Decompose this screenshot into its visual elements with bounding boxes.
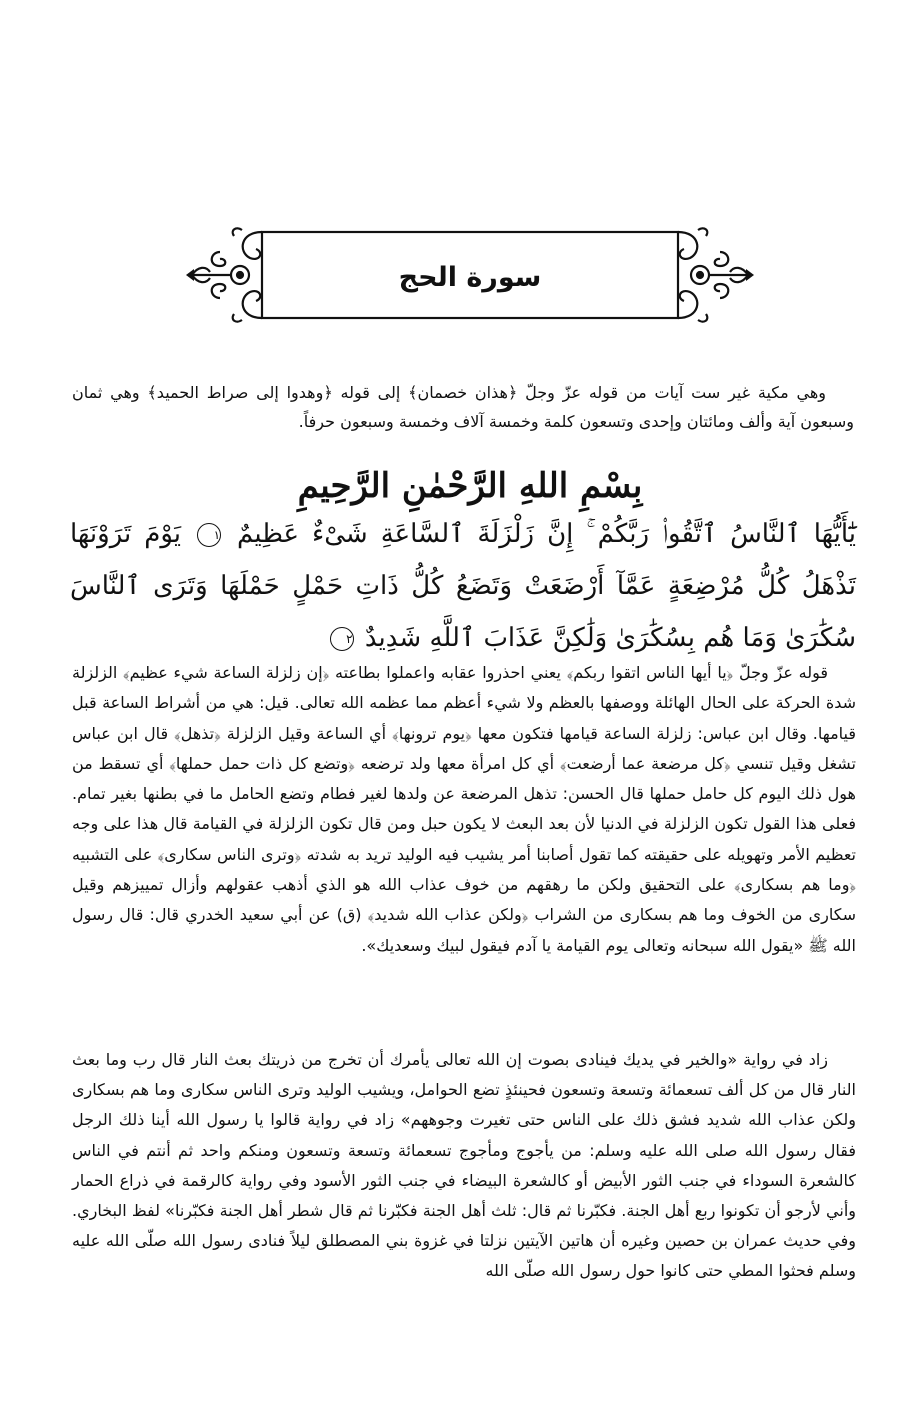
- quran-verses: [70, 508, 856, 664]
- basmala: بِسْمِ اللهِ الرَّحْمٰنِ الرَّحِيمِ: [297, 466, 643, 506]
- verse-2-text: يَوْمَ تَرَوْنَهَا تَذْهَلُ كُلُّ مُرْضِعَةٍ عَمَّآ أَرْضَعَتْ وَتَضَعُ كُلُّ ذَاتِ حَمْلٍ حَمْلَهَا وَتَرَى ٱلنَّاسَ سُكَٰرَىٰ وَمَا هُم بِسُكَٰرَىٰ وَلَٰكِنَّ عَذَابَ ٱللَّهِ شَدِيدٌ: [70, 519, 856, 653]
- intro-paragraph: وهي مكية غير ست آيات من قوله عزّ وجلّ ﴿هذان خصمان﴾ إلى قوله ﴿وهدوا إلى صراط الحميد﴾ وهي ثمان وسبعون آية وألف ومائتان وإحدى وتسعون كلمة وخمسة آلاف وخمسة وسبعون حرفاً.: [72, 383, 854, 431]
- verse-1-number: ١: [197, 523, 221, 547]
- verse-1-text: يَٰٓأَيُّهَا ٱلنَّاسُ ٱتَّقُوا۟ رَبَّكُمْ ۚ إِنَّ زَلْزَلَةَ ٱلسَّاعَةِ شَىْءٌ عَظِيمٌ: [237, 519, 857, 549]
- surah-header-cartouche: [180, 222, 760, 327]
- tafsir-commentary: [72, 658, 856, 961]
- tafsir-paragraph-1: قوله عزّ وجلّ ﴿يا أيها الناس اتقوا ربكم﴾ يعني احذروا عقابه واعملوا بطاعته ﴿إن زلزلة الساعة شيء عظيم﴾ الزلزلة شدة الحركة على الحال الهائلة ووصفها بالعظم ولا شيء أعظم مما عظمه الله تعالى. قيل: هي من أشراط الساعة قبل قيامها. وقال ابن عباس: زلزلة الساعة قيامها فتكون معها ﴿يوم ترونها﴾ أي الساعة وقيل الزلزلة ﴿تذهل﴾ قال ابن عباس تشغل وقيل تنسي ﴿كل مرضعة عما أرضعت﴾ أي كل امرأة معها ولد ترضعه ﴿وتضع كل ذات حمل حملها﴾ أي تسقط من هول ذلك اليوم كل حامل حملها قال الحسن: تذهل المرضعة عن ولدها لغير فطام وتضع الحامل ما في بطنها بغير تمام. فعلى هذا القول تكون الزلزلة في الدنيا لأن بعد البعث لا يكون حبل ومن قال تكون الزلزلة في القيامة قال هذا على وجه تعظيم الأمر وتهويله على حقيقته كما تقول أصابنا أمر يشيب فيه الوليد تريد به شدته ﴿وترى الناس سكارى﴾ على التشبيه ﴿وما هم بسكارى﴾ على التحقيق ولكن ما رهقهم من خوف عذاب الله هو الذي أذهب عقولهم وأزال تمييزهم وقيل سكارى من الخوف وما هم بسكارى من الشراب ﴿ولكن عذاب الله شديد﴾ (ق) عن أبي سعيد الخدري قال: قال رسول الله ﷺ «يقول الله سبحانه وتعالى يوم القيامة يا آدم فيقول لبيك وسعديك».: [72, 663, 856, 955]
- surah-introduction: [72, 378, 854, 436]
- hadith-narration: [72, 1045, 856, 1287]
- verse-2-number: ٢: [330, 627, 354, 651]
- hadith-paragraph: زاد في رواية «والخير في يديك فينادى بصوت إن الله تعالى يأمرك أن تخرج من ذريتك بعث النار قال رب وما بعث النار قال من كل ألف تسعمائة وتسعة وتسعون فحينئذٍ تضع الحوامل، ويشيب الوليد وترى الناس سكارى وما هم بسكارى ولكن عذاب الله شديد فشق ذلك على الناس حتى تغيرت وجوههم» زاد في رواية قالوا يا رسول الله أينا ذلك الرجل فقال رسول الله صلى الله عليه وسلم: من يأجوج ومأجوج تسعمائة وتسعة وتسعون ومنكم واحد ثم أنتم في الناس كالشعرة السوداء في جنب الثور الأبيض أو كالشعرة البيضاء في جنب الثور الأسود وفي رواية كالرقمة في ذراع الحمار وأني لأرجو أن تكونوا ربع أهل الجنة. فكبّرنا ثم قال: ثلث أهل الجنة فكبّرنا ثم قال شطر أهل الجنة فكبّرنا» لفظ البخاري. وفي حديث عمران بن حصين وغيره أن هاتين الآيتين نزلتا في غزوة بني المصطلق ليلاً فنادى رسول الله صلّى الله عليه وسلم فحثوا المطي حتى كانوا حول رسول الله صلّى الله: [72, 1050, 856, 1281]
- surah-title: سورة الحج: [398, 262, 542, 293]
